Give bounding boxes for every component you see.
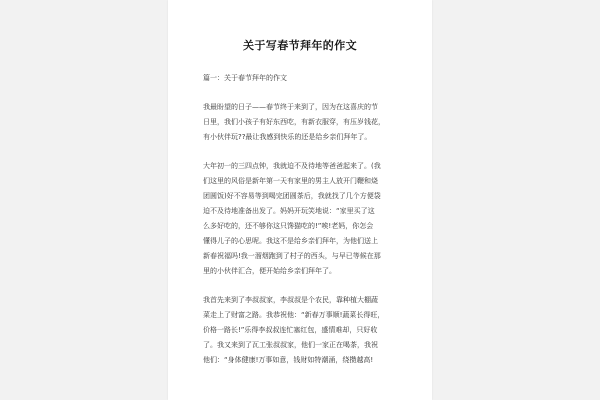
document-page: [168, 0, 432, 400]
paragraph-line: 迫不及待地准备出发了。妈妈开玩笑地说：“家里买了这: [203, 207, 375, 215]
paragraph-line: 么多好吃的，还不够你这只馋猫吃的!”唉!老妈，你怎会: [203, 222, 374, 230]
paragraph-line: 懂得儿子的心思呢。我这不是给乡亲们拜年，为他们送上: [203, 237, 378, 245]
paragraph-line: 们这里的风俗是新年第一天有家里的男主人放开门鞭和烧: [203, 177, 378, 185]
paragraph-line: 有小伙伴玩??最让我感到快乐的还是给乡亲们拜年了。: [203, 133, 372, 141]
paragraph-line: 他们：“身体健康!万事如意，钱财如特潮涌，绕攒越高!: [203, 356, 374, 364]
section-heading: 篇一：关于春节拜年的作文: [203, 74, 287, 82]
paragraph-line: 大年初一的三四点钟，我就迫不及待地等爸爸起来了。(我: [203, 162, 381, 170]
paragraph-3: [203, 293, 403, 368]
paragraph-line: 菜走上了财富之路。我恭祝他：“新春万事顺!蔬菜长得旺，: [203, 311, 385, 319]
paragraph-line: 里的小伙伴汇合，便开始给乡亲们拜年了。: [203, 267, 336, 275]
document-title: 关于写春节拜年的作文: [243, 39, 357, 52]
paragraph-line: 价格一路长!”乐得李叔叔连忙塞红包，盛情难却，只好收: [203, 326, 378, 334]
paragraph-2: [203, 159, 403, 279]
paragraph-line: 新春祝福吗!我一溜烟跑到了村子的西头，与早已等候在那: [203, 252, 381, 260]
paragraph-1: [203, 100, 403, 145]
paragraph-line: 日里，我们小孩子有好东西吃，有新衣服穿，有压岁钱花，: [203, 118, 385, 126]
paragraph-line: 团圆饭)好不容易等到喝完团圆茶后，我就找了几个方便袋: [203, 192, 381, 200]
paragraph-line: 我首先来到了李叔叔家，李叔叔是个农民，靠种植大棚蔬: [203, 296, 378, 304]
paragraph-line: 我最盼望的日子——春节终于来到了，因为在这喜庆的节: [203, 103, 378, 111]
paragraph-line: 了。我又来到了瓦工张叔叔家，他们一家正在喝茶，我祝: [203, 341, 378, 349]
